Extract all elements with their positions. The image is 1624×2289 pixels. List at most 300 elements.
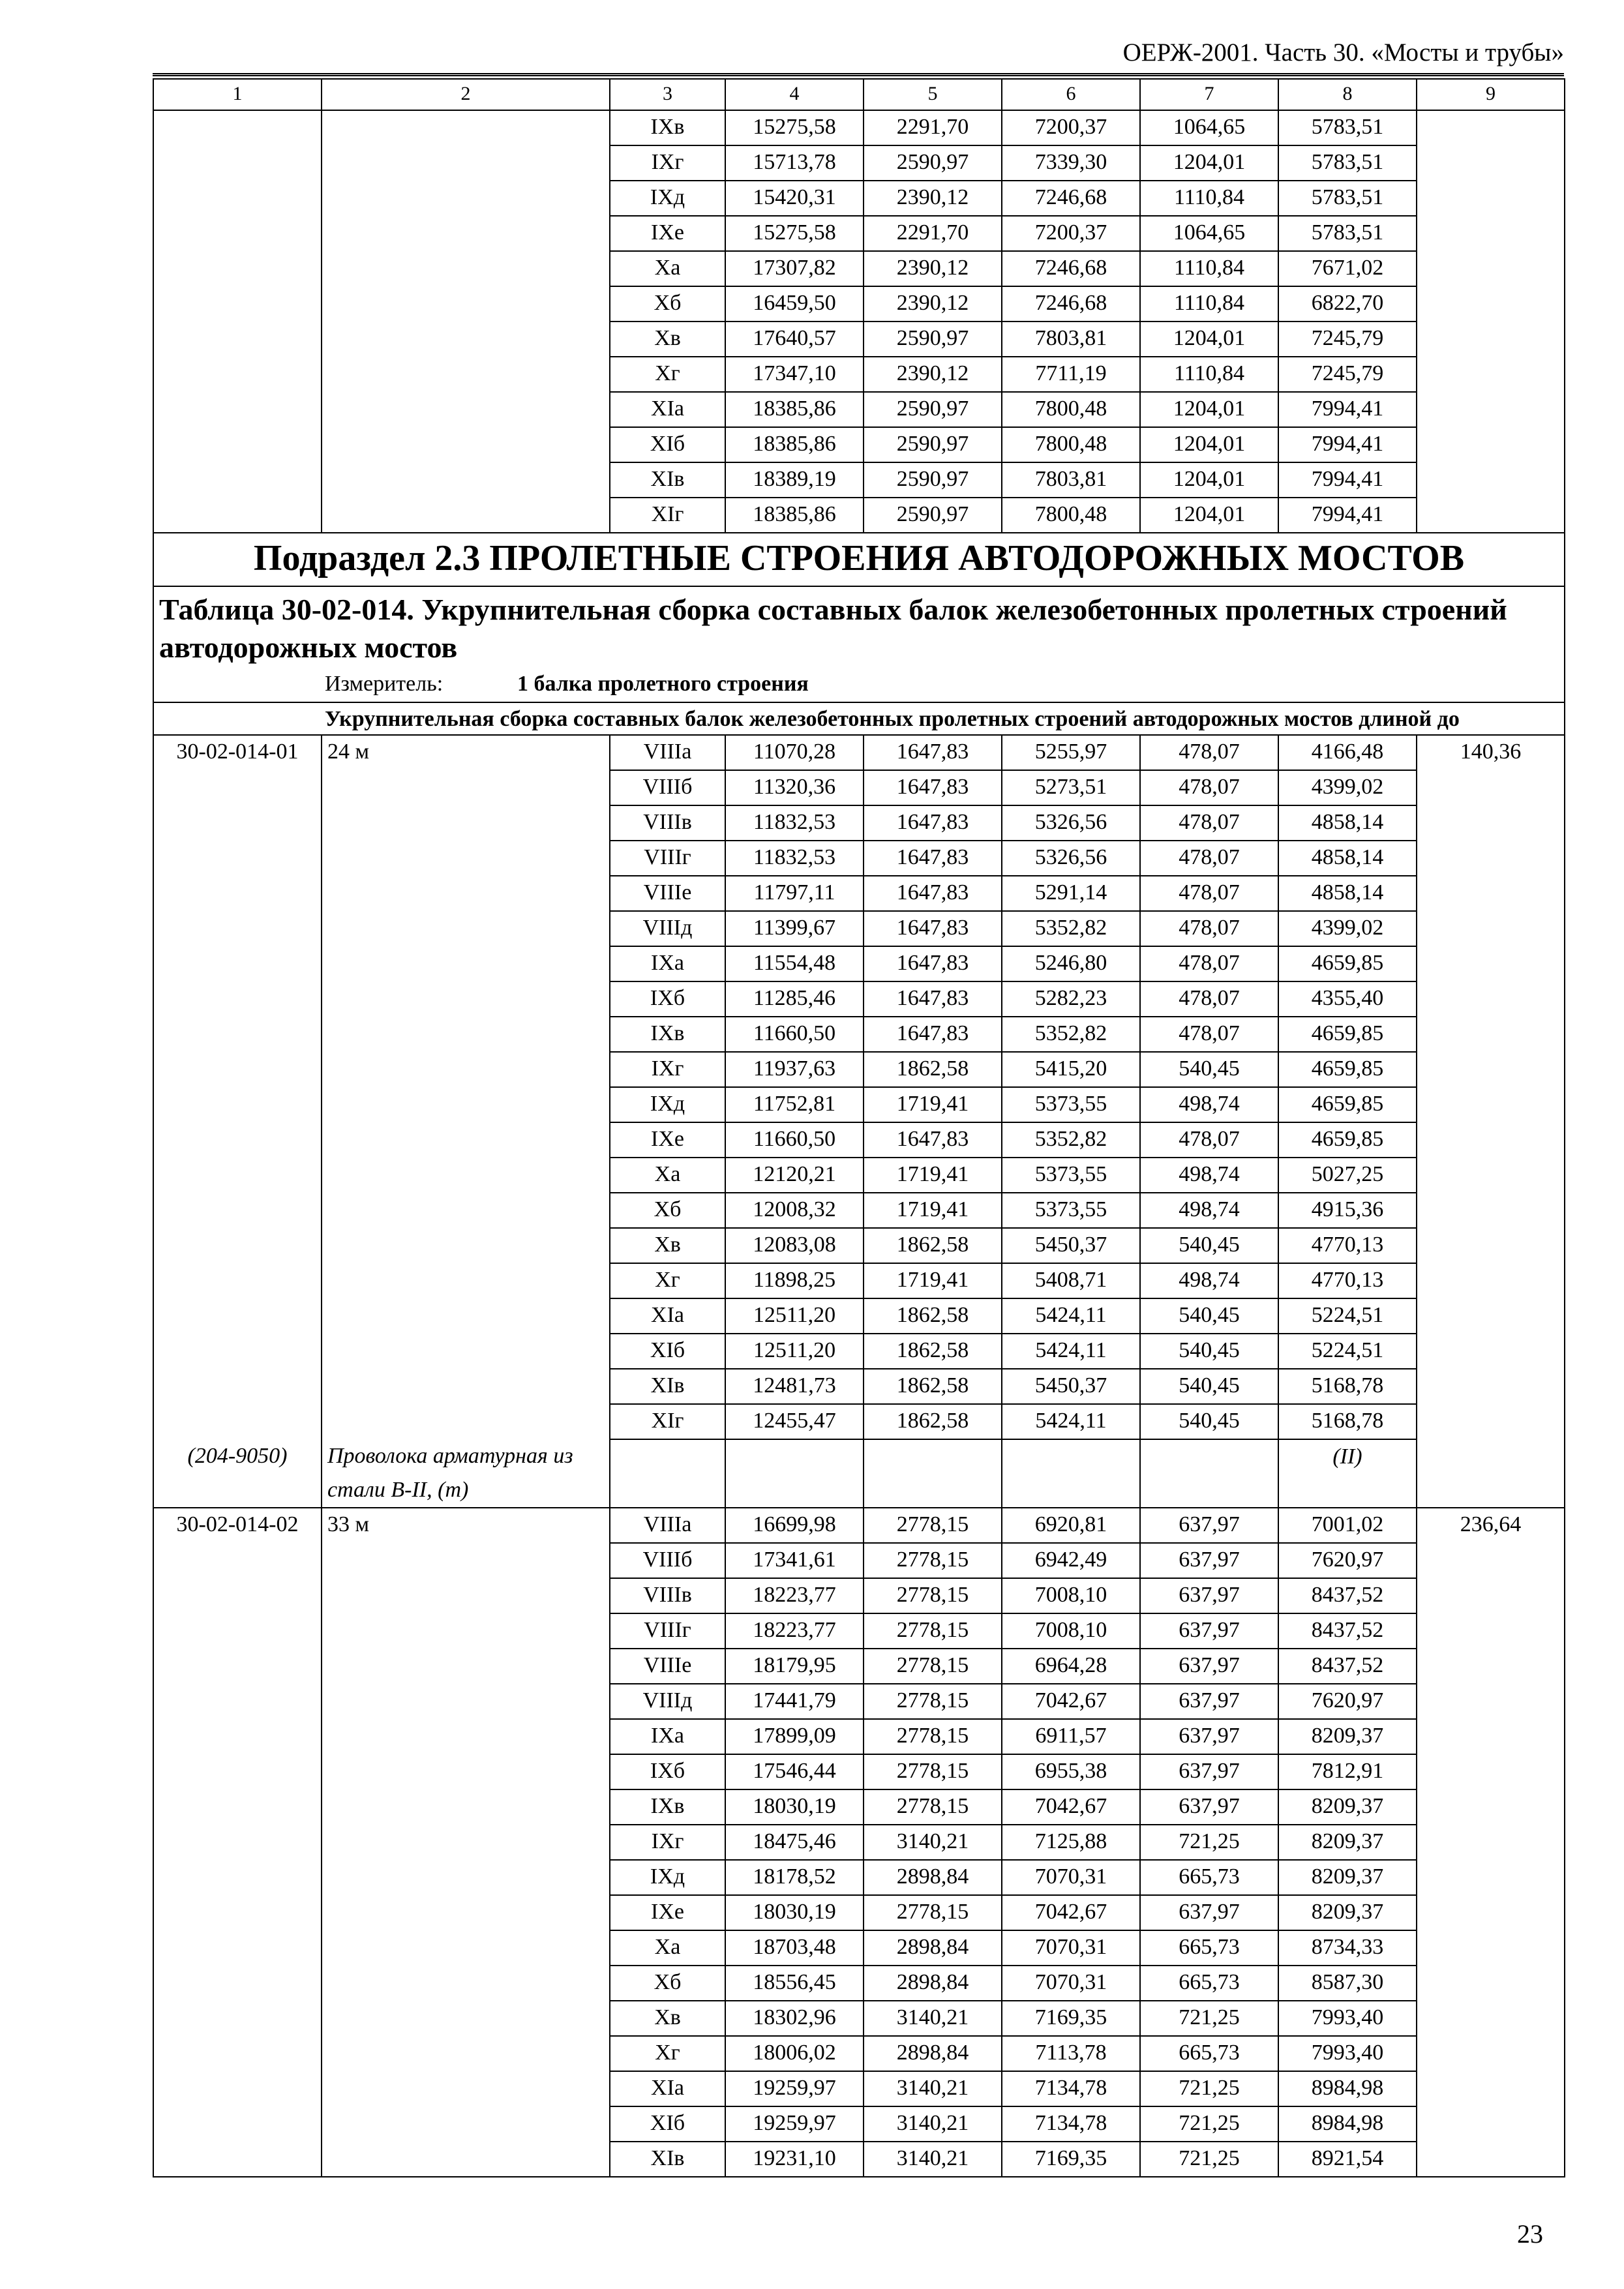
value-cell: 17347,10 — [725, 357, 864, 392]
value-cell: 2390,12 — [864, 181, 1002, 216]
subsection-row — [153, 533, 1565, 586]
value-cell: 5352,82 — [1002, 1122, 1140, 1158]
zone-cell: IXа — [610, 946, 725, 981]
col9-cell — [1417, 286, 1565, 322]
zone-cell: XIв — [610, 2142, 725, 2177]
value-cell: 11898,25 — [725, 1263, 864, 1298]
value-cell: 3140,21 — [864, 2106, 1002, 2142]
value-cell: 5246,80 — [1002, 946, 1140, 981]
measure-cell — [153, 669, 1565, 702]
value-cell: 7169,35 — [1002, 2001, 1140, 2036]
value-cell: 1862,58 — [864, 1369, 1002, 1404]
value-cell: 5783,51 — [1278, 145, 1417, 181]
zone-cell: IXе — [610, 216, 725, 251]
value-cell: 11660,50 — [725, 1017, 864, 1052]
table-row — [153, 181, 1565, 216]
name-cell — [322, 286, 610, 322]
value-cell: 7800,48 — [1002, 392, 1140, 427]
table-row — [153, 216, 1565, 251]
value-cell: 4355,40 — [1278, 981, 1417, 1017]
value-cell: 721,25 — [1140, 2142, 1278, 2177]
value-cell: 8437,52 — [1278, 1578, 1417, 1613]
value-cell: 18556,45 — [725, 1966, 864, 2001]
value-cell: 1110,84 — [1140, 357, 1278, 392]
value-cell: 721,25 — [1140, 2071, 1278, 2106]
zone-cell: IXг — [610, 1825, 725, 1860]
value-cell: 5373,55 — [1002, 1087, 1140, 1122]
value-cell — [1140, 1439, 1278, 1508]
value-cell: 2898,84 — [864, 1860, 1002, 1895]
zone-cell: VIIIб — [610, 770, 725, 805]
length-cell: 24 м — [322, 735, 610, 1439]
value-cell: 2778,15 — [864, 1895, 1002, 1930]
value-cell: 19259,97 — [725, 2106, 864, 2142]
column-number: 5 — [864, 79, 1002, 110]
value-cell: 637,97 — [1140, 1578, 1278, 1613]
value-cell: 637,97 — [1140, 1613, 1278, 1649]
value-cell: 2898,84 — [864, 1930, 1002, 1966]
value-cell: 5373,55 — [1002, 1158, 1140, 1193]
column-number: 8 — [1278, 79, 1417, 110]
code-cell — [153, 462, 322, 498]
value-cell: 2390,12 — [864, 286, 1002, 322]
value-cell: 18385,86 — [725, 427, 864, 462]
value-cell: 12481,73 — [725, 1369, 864, 1404]
value-cell: 4659,85 — [1278, 1122, 1417, 1158]
table-row — [153, 286, 1565, 322]
zone-cell: XIг — [610, 498, 725, 533]
zone-cell: VIIIа — [610, 735, 725, 770]
column-number: 9 — [1417, 79, 1565, 110]
zone-cell: VIIIд — [610, 1684, 725, 1719]
value-cell: 478,07 — [1140, 841, 1278, 876]
measure-value: 1 балка пролетного строения — [517, 672, 809, 696]
value-cell: 7008,10 — [1002, 1578, 1140, 1613]
table-body — [153, 79, 1565, 2177]
col9-cell — [1417, 110, 1565, 145]
value-cell: 2390,12 — [864, 251, 1002, 286]
col9-cell — [1417, 357, 1565, 392]
value-cell: 16699,98 — [725, 1508, 864, 1543]
value-cell: 540,45 — [1140, 1298, 1278, 1334]
name-cell — [322, 181, 610, 216]
value-cell: 7001,02 — [1278, 1508, 1417, 1543]
value-cell: 7246,68 — [1002, 286, 1140, 322]
value-cell: 4399,02 — [1278, 911, 1417, 946]
value-cell: 7994,41 — [1278, 392, 1417, 427]
col9-cell — [1417, 498, 1565, 533]
value-cell: 7134,78 — [1002, 2071, 1140, 2106]
value-cell — [1002, 1439, 1140, 1508]
value-cell: 19231,10 — [725, 2142, 864, 2177]
value-cell: 5027,25 — [1278, 1158, 1417, 1193]
value-cell: 1647,83 — [864, 876, 1002, 911]
value-cell: 1204,01 — [1140, 462, 1278, 498]
value-cell: 2778,15 — [864, 1754, 1002, 1789]
name-cell — [322, 145, 610, 181]
zone-cell: XIа — [610, 2071, 725, 2106]
zone-cell: IXб — [610, 1754, 725, 1789]
value-cell: 1647,83 — [864, 1122, 1002, 1158]
value-cell: 1647,83 — [864, 841, 1002, 876]
table-row — [153, 427, 1565, 462]
value-cell: 4915,36 — [1278, 1193, 1417, 1228]
zone-cell: XIб — [610, 2106, 725, 2142]
value-cell: 7800,48 — [1002, 427, 1140, 462]
zone-cell: XIб — [610, 427, 725, 462]
value-cell: 7246,68 — [1002, 251, 1140, 286]
name-cell — [322, 357, 610, 392]
table-row — [153, 322, 1565, 357]
zone-cell: VIIIб — [610, 1543, 725, 1578]
value-cell: 12455,47 — [725, 1404, 864, 1439]
zone-cell: VIIIе — [610, 1649, 725, 1684]
col9-cell — [1417, 145, 1565, 181]
value-cell: 12511,20 — [725, 1334, 864, 1369]
value-cell: 7711,19 — [1002, 357, 1140, 392]
zone-cell: IXд — [610, 181, 725, 216]
header-rule — [153, 73, 1564, 76]
value-cell: 7070,31 — [1002, 1860, 1140, 1895]
table-row — [153, 462, 1565, 498]
value-cell: 7113,78 — [1002, 2036, 1140, 2071]
value-cell: 498,74 — [1140, 1193, 1278, 1228]
table-row — [153, 735, 1565, 770]
value-cell: 4659,85 — [1278, 1087, 1417, 1122]
value-cell: 8587,30 — [1278, 1966, 1417, 2001]
value-cell: 1862,58 — [864, 1228, 1002, 1263]
value-cell: 7803,81 — [1002, 322, 1140, 357]
value-cell: 17441,79 — [725, 1684, 864, 1719]
value-cell: 6920,81 — [1002, 1508, 1140, 1543]
value-cell: 5450,37 — [1002, 1228, 1140, 1263]
col9-cell — [1417, 427, 1565, 462]
code-cell — [153, 145, 322, 181]
value-cell: 1862,58 — [864, 1334, 1002, 1369]
value-cell: 2590,97 — [864, 145, 1002, 181]
value-cell: 478,07 — [1140, 911, 1278, 946]
zone-cell: IXд — [610, 1087, 725, 1122]
zone-cell: VIIIг — [610, 1613, 725, 1649]
value-cell: 1862,58 — [864, 1052, 1002, 1087]
col9-cell: 140,36 — [1417, 735, 1565, 1508]
value-cell: 7246,68 — [1002, 181, 1140, 216]
zone-cell: VIIIв — [610, 1578, 725, 1613]
value-cell: 3140,21 — [864, 2142, 1002, 2177]
value-cell: 637,97 — [1140, 1895, 1278, 1930]
value-cell: 540,45 — [1140, 1334, 1278, 1369]
value-cell: 2390,12 — [864, 357, 1002, 392]
value-cell: 1647,83 — [864, 981, 1002, 1017]
value-cell: 4659,85 — [1278, 946, 1417, 981]
value-cell: 637,97 — [1140, 1789, 1278, 1825]
value-cell: 1647,83 — [864, 946, 1002, 981]
code-cell — [153, 216, 322, 251]
column-number-row — [153, 79, 1565, 110]
value-cell: 11285,46 — [725, 981, 864, 1017]
value-cell: 2778,15 — [864, 1613, 1002, 1649]
value-cell: 17899,09 — [725, 1719, 864, 1754]
value-cell: 5255,97 — [1002, 735, 1140, 770]
value-cell: 3140,21 — [864, 1825, 1002, 1860]
value-cell: 3140,21 — [864, 2001, 1002, 2036]
value-cell: 5168,78 — [1278, 1404, 1417, 1439]
value-cell: 6822,70 — [1278, 286, 1417, 322]
value-cell: 5424,11 — [1002, 1298, 1140, 1334]
code-cell — [153, 322, 322, 357]
zone-cell: Xв — [610, 1228, 725, 1263]
zone-cell: XIа — [610, 392, 725, 427]
value-cell: 7620,97 — [1278, 1684, 1417, 1719]
description: Укрупнительная сборка составных балок железобетонных пролетных строений автодорожных мостов длиной до — [153, 702, 1565, 735]
value-cell: 11320,36 — [725, 770, 864, 805]
value-cell: 1204,01 — [1140, 498, 1278, 533]
col9-cell — [1417, 216, 1565, 251]
col9-cell — [1417, 251, 1565, 286]
value-cell: 1204,01 — [1140, 427, 1278, 462]
value-cell: 15420,31 — [725, 181, 864, 216]
value-cell: 11070,28 — [725, 735, 864, 770]
value-cell: 5783,51 — [1278, 216, 1417, 251]
value-cell: 721,25 — [1140, 2106, 1278, 2142]
value-cell: 8209,37 — [1278, 1860, 1417, 1895]
measure-row — [153, 669, 1565, 702]
value-cell: 5424,11 — [1002, 1334, 1140, 1369]
code-cell — [153, 181, 322, 216]
zone-cell: Xг — [610, 1263, 725, 1298]
value-cell: 498,74 — [1140, 1158, 1278, 1193]
value-cell: 1647,83 — [864, 911, 1002, 946]
value-cell: 17640,57 — [725, 322, 864, 357]
page-number: 23 — [1517, 2219, 1543, 2249]
name-cell — [322, 392, 610, 427]
value-cell: 7042,67 — [1002, 1895, 1140, 1930]
value-cell — [725, 1439, 864, 1508]
zone-cell: VIIIа — [610, 1508, 725, 1543]
value-cell: 18385,86 — [725, 392, 864, 427]
zone-cell: IXа — [610, 1719, 725, 1754]
zone-cell: Xв — [610, 322, 725, 357]
value-cell: 7042,67 — [1002, 1684, 1140, 1719]
name-cell — [322, 110, 610, 145]
zone-cell: XIв — [610, 462, 725, 498]
value-cell: 540,45 — [1140, 1404, 1278, 1439]
value-cell: 7245,79 — [1278, 322, 1417, 357]
value-cell: 7134,78 — [1002, 2106, 1140, 2142]
value-cell: 7125,88 — [1002, 1825, 1140, 1860]
value-cell: 478,07 — [1140, 876, 1278, 911]
zone-cell: IXд — [610, 1860, 725, 1895]
zone-cell: IXв — [610, 1017, 725, 1052]
code-cell: 30-02-014-01 — [153, 735, 322, 1439]
value-cell: 7070,31 — [1002, 1930, 1140, 1966]
value-cell: 4858,14 — [1278, 841, 1417, 876]
value-cell: 5224,51 — [1278, 1334, 1417, 1369]
table-row — [153, 110, 1565, 145]
value-cell: 637,97 — [1140, 1754, 1278, 1789]
value-cell: 5326,56 — [1002, 841, 1140, 876]
value-cell: 2590,97 — [864, 427, 1002, 462]
value-cell: 18389,19 — [725, 462, 864, 498]
col9-cell: 236,64 — [1417, 1508, 1565, 2177]
table-row — [153, 357, 1565, 392]
name-cell — [322, 251, 610, 286]
column-number: 1 — [153, 79, 322, 110]
code-cell — [153, 286, 322, 322]
zone-cell: XIг — [610, 1404, 725, 1439]
value-cell: 540,45 — [1140, 1369, 1278, 1404]
value-cell: 5224,51 — [1278, 1298, 1417, 1334]
value-cell: 2291,70 — [864, 216, 1002, 251]
value-cell: 15275,58 — [725, 216, 864, 251]
zone-cell: VIIIг — [610, 841, 725, 876]
value-cell: 2590,97 — [864, 322, 1002, 357]
value-cell: 7994,41 — [1278, 462, 1417, 498]
value-cell: 665,73 — [1140, 1860, 1278, 1895]
value-cell: 18223,77 — [725, 1578, 864, 1613]
value-cell: 5352,82 — [1002, 1017, 1140, 1052]
value-cell: 8921,54 — [1278, 2142, 1417, 2177]
value-cell: 7993,40 — [1278, 2036, 1417, 2071]
value-cell: 478,07 — [1140, 805, 1278, 841]
value-cell: 5282,23 — [1002, 981, 1140, 1017]
description-row — [153, 702, 1565, 735]
value-cell: 11752,81 — [725, 1087, 864, 1122]
table-row — [153, 251, 1565, 286]
value-cell: 7200,37 — [1002, 216, 1140, 251]
value-cell: 2778,15 — [864, 1543, 1002, 1578]
value-cell: 7008,10 — [1002, 1613, 1140, 1649]
value-cell: 478,07 — [1140, 1017, 1278, 1052]
value-cell: 7245,79 — [1278, 357, 1417, 392]
value-cell: 16459,50 — [725, 286, 864, 322]
value-cell: 7993,40 — [1278, 2001, 1417, 2036]
zone-cell: XIб — [610, 1334, 725, 1369]
value-cell: 6911,57 — [1002, 1719, 1140, 1754]
value-cell: 8984,98 — [1278, 2071, 1417, 2106]
value-cell: 12120,21 — [725, 1158, 864, 1193]
column-number: 3 — [610, 79, 725, 110]
value-cell: 7800,48 — [1002, 498, 1140, 533]
value-cell: 7671,02 — [1278, 251, 1417, 286]
column-number: 4 — [725, 79, 864, 110]
table-title: Таблица 30-02-014. Укрупнительная сборка составных балок железобетонных пролетных строений автодорожных мостов — [153, 586, 1565, 669]
value-cell: 18475,46 — [725, 1825, 864, 1860]
col9-cell — [1417, 322, 1565, 357]
value-cell: 18223,77 — [725, 1613, 864, 1649]
value-cell: 8209,37 — [1278, 1789, 1417, 1825]
value-cell: 1647,83 — [864, 735, 1002, 770]
value-cell: 478,07 — [1140, 735, 1278, 770]
value-cell: 18006,02 — [725, 2036, 864, 2071]
material-row — [153, 1439, 1565, 1508]
value-cell: 637,97 — [1140, 1719, 1278, 1754]
column-number: 7 — [1140, 79, 1278, 110]
value-cell: 5783,51 — [1278, 110, 1417, 145]
value-cell: 11660,50 — [725, 1122, 864, 1158]
value-cell: 2778,15 — [864, 1789, 1002, 1825]
value-cell: 7994,41 — [1278, 498, 1417, 533]
col9-cell — [1417, 392, 1565, 427]
value-cell: 1110,84 — [1140, 286, 1278, 322]
value-cell: 12083,08 — [725, 1228, 864, 1263]
table-row — [153, 392, 1565, 427]
value-cell: 7042,67 — [1002, 1789, 1140, 1825]
value-cell: 637,97 — [1140, 1684, 1278, 1719]
value-cell: 6964,28 — [1002, 1649, 1140, 1684]
col9-cell — [1417, 462, 1565, 498]
value-cell: 18179,95 — [725, 1649, 864, 1684]
name-cell — [322, 322, 610, 357]
code-cell — [153, 427, 322, 462]
code-cell: 30-02-014-02 — [153, 1508, 322, 2177]
value-cell: 1719,41 — [864, 1263, 1002, 1298]
value-cell: 11937,63 — [725, 1052, 864, 1087]
value-cell: 5424,11 — [1002, 1404, 1140, 1439]
zone-cell: IXв — [610, 110, 725, 145]
value-cell: 5352,82 — [1002, 911, 1140, 946]
value-cell: 6955,38 — [1002, 1754, 1140, 1789]
name-cell — [322, 427, 610, 462]
value-cell: 1204,01 — [1140, 392, 1278, 427]
value-cell: 11832,53 — [725, 805, 864, 841]
name-cell — [322, 216, 610, 251]
page-header: ОЕРЖ-2001. Часть 30. «Мосты и трубы» — [1122, 38, 1564, 67]
value-cell: 7803,81 — [1002, 462, 1140, 498]
value-cell: 5415,20 — [1002, 1052, 1140, 1087]
value-cell: 1064,65 — [1140, 110, 1278, 145]
column-number: 6 — [1002, 79, 1140, 110]
zone-cell: IXг — [610, 145, 725, 181]
value-cell: 1647,83 — [864, 1017, 1002, 1052]
value-cell: 12008,32 — [725, 1193, 864, 1228]
value-cell: 5783,51 — [1278, 181, 1417, 216]
value-cell: 4659,85 — [1278, 1052, 1417, 1087]
measure-label: Измеритель: — [325, 672, 444, 696]
value-cell: 12511,20 — [725, 1298, 864, 1334]
material-name: Проволока арматурная из стали В-II, (т) — [322, 1439, 610, 1508]
zone-cell: Xб — [610, 1966, 725, 2001]
table-row — [153, 1508, 1565, 1543]
value-cell: 3140,21 — [864, 2071, 1002, 2106]
code-cell — [153, 357, 322, 392]
value-cell: 721,25 — [1140, 2001, 1278, 2036]
value-cell: 2778,15 — [864, 1649, 1002, 1684]
zone-cell: VIIIе — [610, 876, 725, 911]
value-cell: 11554,48 — [725, 946, 864, 981]
subsection-title: Подраздел 2.3 ПРОЛЕТНЫЕ СТРОЕНИЯ АВТОДОРОЖНЫХ МОСТОВ — [153, 533, 1565, 586]
table-row — [153, 498, 1565, 533]
value-cell: 18302,96 — [725, 2001, 864, 2036]
value-cell: 5408,71 — [1002, 1263, 1140, 1298]
value-cell: 1204,01 — [1140, 322, 1278, 357]
zone-cell: Xг — [610, 2036, 725, 2071]
value-cell: 7200,37 — [1002, 110, 1140, 145]
value-cell: 2778,15 — [864, 1719, 1002, 1754]
zone-cell: Xв — [610, 2001, 725, 2036]
value-cell: 5450,37 — [1002, 1369, 1140, 1404]
zone-cell: VIIIд — [610, 911, 725, 946]
value-cell: 2590,97 — [864, 392, 1002, 427]
value-cell: 478,07 — [1140, 770, 1278, 805]
table-row — [153, 145, 1565, 181]
rates-table — [153, 78, 1565, 2177]
value-cell: 2291,70 — [864, 110, 1002, 145]
value-cell: 540,45 — [1140, 1228, 1278, 1263]
value-cell: 8984,98 — [1278, 2106, 1417, 2142]
value-cell: 1719,41 — [864, 1087, 1002, 1122]
value-cell: 498,74 — [1140, 1087, 1278, 1122]
